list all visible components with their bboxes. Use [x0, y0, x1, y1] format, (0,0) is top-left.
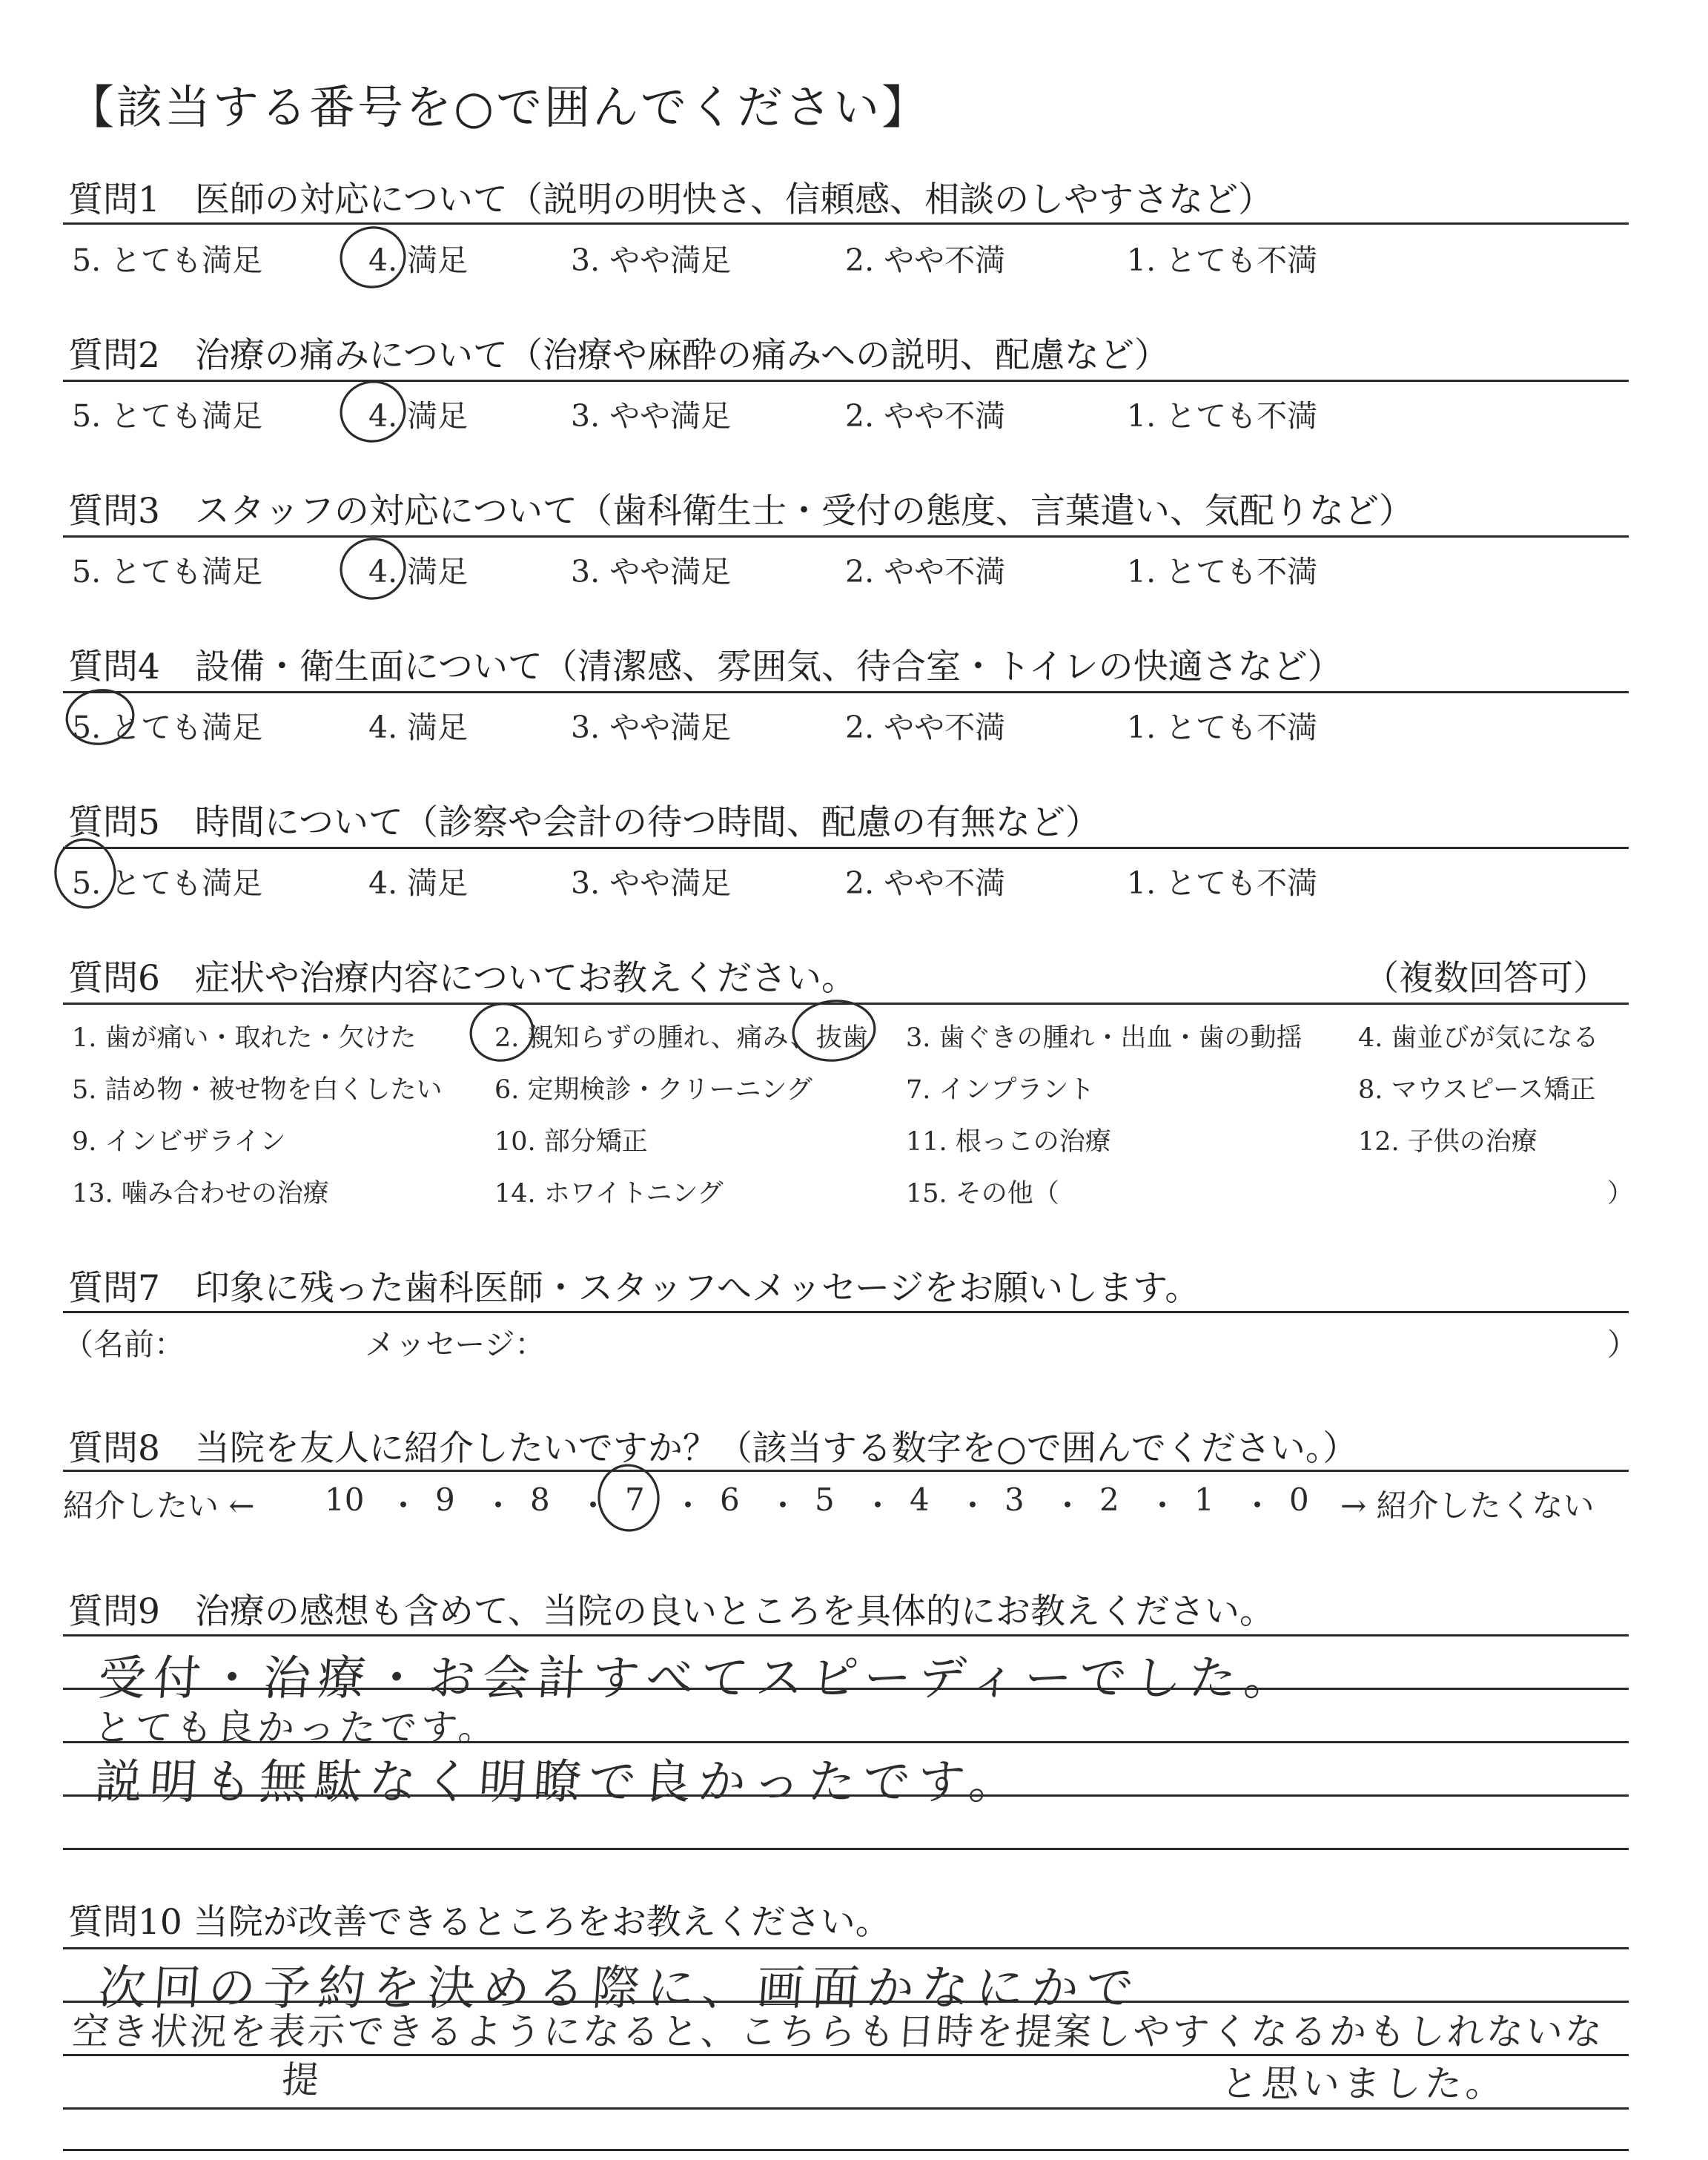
q10-handwritten-line: 空き状況を表示できるようになると、こちらも日時を提案しやすくなるかもしれないな	[70, 2010, 1606, 2053]
symptom-item[interactable]: 12. 子供の治療	[1358, 1127, 1537, 1157]
q1-option-5[interactable]: 5. とても満足	[72, 242, 263, 278]
q3-option-3[interactable]: 3. やや満足	[571, 554, 732, 589]
scale-option[interactable]: 7	[625, 1482, 645, 1518]
name-label: （名前：	[63, 1327, 185, 1362]
q1-option-4[interactable]: 4. 満足	[368, 242, 469, 278]
q3-option-1[interactable]: 1. とても不満	[1127, 554, 1318, 589]
scale-option[interactable]: 4	[910, 1482, 930, 1518]
question-8-title: 質問8 当院を友人に紹介したいですか？（該当する数字を○で囲んでください。）	[68, 1428, 1358, 1469]
symptom-item[interactable]: 7. インプラント	[906, 1075, 1095, 1105]
scale-option[interactable]: 8	[530, 1482, 550, 1518]
q10-answer-line	[63, 2107, 1629, 2110]
question-9-title: 質問9 治療の感想も含めて、当院の良いところを具体的にお教えください。	[68, 1591, 1274, 1632]
question-1-title: 質問1 医師の対応について（説明の明快さ、信頼感、相談のしやすさなど）	[68, 179, 1274, 220]
symptom-item[interactable]: 4. 歯並びが気になる	[1358, 1023, 1599, 1053]
q10-answer-line	[63, 2149, 1629, 2151]
q5-option-2[interactable]: 2. やや不満	[845, 865, 1006, 901]
other-close-paren: ）	[1607, 1179, 1634, 1209]
message-close-paren: ）	[1607, 1327, 1638, 1362]
q10-handwritten-line: 次回の予約を決める際に、画面かなにかで	[96, 1961, 1143, 2016]
scale-option[interactable]: 1	[1194, 1482, 1214, 1518]
q10-answer-line	[63, 1947, 1629, 1949]
q5-option-4[interactable]: 4. 満足	[368, 865, 469, 901]
q4-option-5[interactable]: 5. とても満足	[72, 710, 263, 745]
question-4-rule	[63, 691, 1629, 693]
symptom-item[interactable]: 1. 歯が痛い・取れた・欠けた	[72, 1023, 417, 1053]
q1-option-1[interactable]: 1. とても不満	[1127, 242, 1318, 278]
scale-dot: ・	[483, 1487, 514, 1524]
recommend-left-label: 紹介したい ←	[63, 1487, 255, 1524]
q5-option-5[interactable]: 5. とても満足	[72, 865, 263, 901]
scale-option[interactable]: 9	[435, 1482, 455, 1518]
q1-option-3[interactable]: 3. やや満足	[571, 242, 732, 278]
q9-handwritten-line: 説明も無駄なく明瞭で良かったです。	[93, 1755, 1026, 1810]
question-6-rule	[63, 1003, 1629, 1005]
q2-option-1[interactable]: 1. とても不満	[1127, 398, 1318, 434]
q10-handwritten-line: 提	[280, 2058, 325, 2101]
symptom-item[interactable]: 13. 噛み合わせの治療	[72, 1179, 329, 1209]
q1-option-2[interactable]: 2. やや不満	[845, 242, 1006, 278]
q5-option-1[interactable]: 1. とても不満	[1127, 865, 1318, 901]
q2-option-3[interactable]: 3. やや満足	[571, 398, 732, 434]
symptom-item[interactable]: 15. その他（	[906, 1179, 1059, 1209]
scale-dot: ・	[957, 1487, 989, 1524]
question-3-rule	[63, 535, 1629, 538]
question-2-title: 質問2 治療の痛みについて（治療や麻酔の痛みへの説明、配慮など）	[68, 335, 1170, 376]
form-header: 【該当する番号を○で囲んでください】	[68, 80, 930, 134]
question-6-note: （複数回答可）	[1364, 958, 1608, 999]
symptom-item[interactable]: 3. 歯ぐきの腫れ・出血・歯の動揺	[906, 1023, 1302, 1053]
question-1-rule	[63, 222, 1629, 225]
question-10-title: 質問10 当院が改善できるところをお教えください。	[68, 1902, 890, 1943]
recommend-right-label: → 紹介したくない	[1340, 1487, 1595, 1524]
scale-dot: ・	[1147, 1487, 1179, 1524]
q9-answer-line	[63, 1848, 1629, 1850]
symptom-item[interactable]: 2. 親知らずの腫れ、痛み、抜歯	[494, 1023, 868, 1053]
q4-option-1[interactable]: 1. とても不満	[1127, 710, 1318, 745]
q4-option-3[interactable]: 3. やや満足	[571, 710, 732, 745]
symptom-item[interactable]: 6. 定期検診・クリーニング	[494, 1075, 812, 1105]
scale-option[interactable]: 2	[1099, 1482, 1119, 1518]
symptom-item[interactable]: 5. 詰め物・被せ物を白くしたい	[72, 1075, 443, 1105]
q5-option-3[interactable]: 3. やや満足	[571, 865, 732, 901]
scale-option[interactable]: 6	[720, 1482, 740, 1518]
q4-option-4[interactable]: 4. 満足	[368, 710, 469, 745]
q2-option-5[interactable]: 5. とても満足	[72, 398, 263, 434]
q2-option-4[interactable]: 4. 満足	[368, 398, 469, 434]
scale-dot: ・	[672, 1487, 704, 1524]
question-6-title: 質問6 症状や治療内容についてお教えください。	[68, 958, 856, 999]
question-8-rule	[63, 1470, 1629, 1472]
symptom-item[interactable]: 9. インビザライン	[72, 1127, 286, 1157]
question-5-title: 質問5 時間について（診察や会計の待つ時間、配慮の有無など）	[68, 802, 1100, 843]
scale-dot: ・	[388, 1487, 420, 1524]
q9-handwritten-line: とても良かったです。	[93, 1706, 501, 1749]
question-4-title: 質問4 設備・衛生面について（清潔感、雰囲気、待合室・トイレの快適さなど）	[68, 647, 1343, 687]
scale-option[interactable]: 10	[325, 1482, 365, 1518]
scale-dot: ・	[862, 1487, 894, 1524]
q2-option-2[interactable]: 2. やや不満	[845, 398, 1006, 434]
symptom-item[interactable]: 14. ホワイトニング	[494, 1179, 724, 1209]
scale-dot: ・	[577, 1487, 609, 1524]
q9-answer-line	[63, 1634, 1629, 1636]
message-label: メッセージ：	[365, 1327, 546, 1362]
q9-handwritten-line: 受付・治療・お会計すべてスピーディーでした。	[96, 1651, 1301, 1706]
symptom-item[interactable]: 11. 根っこの治療	[906, 1127, 1111, 1157]
scale-dot: ・	[767, 1487, 799, 1524]
question-3-title: 質問3 スタッフの対応について（歯科衛生士・受付の態度、言葉遣い、気配りなど）	[68, 491, 1414, 532]
scale-option[interactable]: 5	[815, 1482, 835, 1518]
q3-option-2[interactable]: 2. やや不満	[845, 554, 1006, 589]
question-7-rule	[63, 1311, 1629, 1313]
q3-option-5[interactable]: 5. とても満足	[72, 554, 263, 589]
q10-handwritten-line: と思いました。	[1219, 2062, 1509, 2105]
scale-option[interactable]: 0	[1289, 1482, 1309, 1518]
question-7-title: 質問7 印象に残った歯科医師・スタッフへメッセージをお願いします。	[68, 1268, 1200, 1309]
symptom-item[interactable]: 10. 部分矯正	[494, 1127, 648, 1157]
symptom-item[interactable]: 8. マウスピース矯正	[1358, 1075, 1596, 1105]
q4-option-2[interactable]: 2. やや不満	[845, 710, 1006, 745]
scale-dot: ・	[1052, 1487, 1084, 1524]
question-2-rule	[63, 380, 1629, 382]
scale-option[interactable]: 3	[1004, 1482, 1025, 1518]
scale-dot: ・	[1242, 1487, 1274, 1524]
q3-option-4[interactable]: 4. 満足	[368, 554, 469, 589]
question-5-rule	[63, 847, 1629, 849]
